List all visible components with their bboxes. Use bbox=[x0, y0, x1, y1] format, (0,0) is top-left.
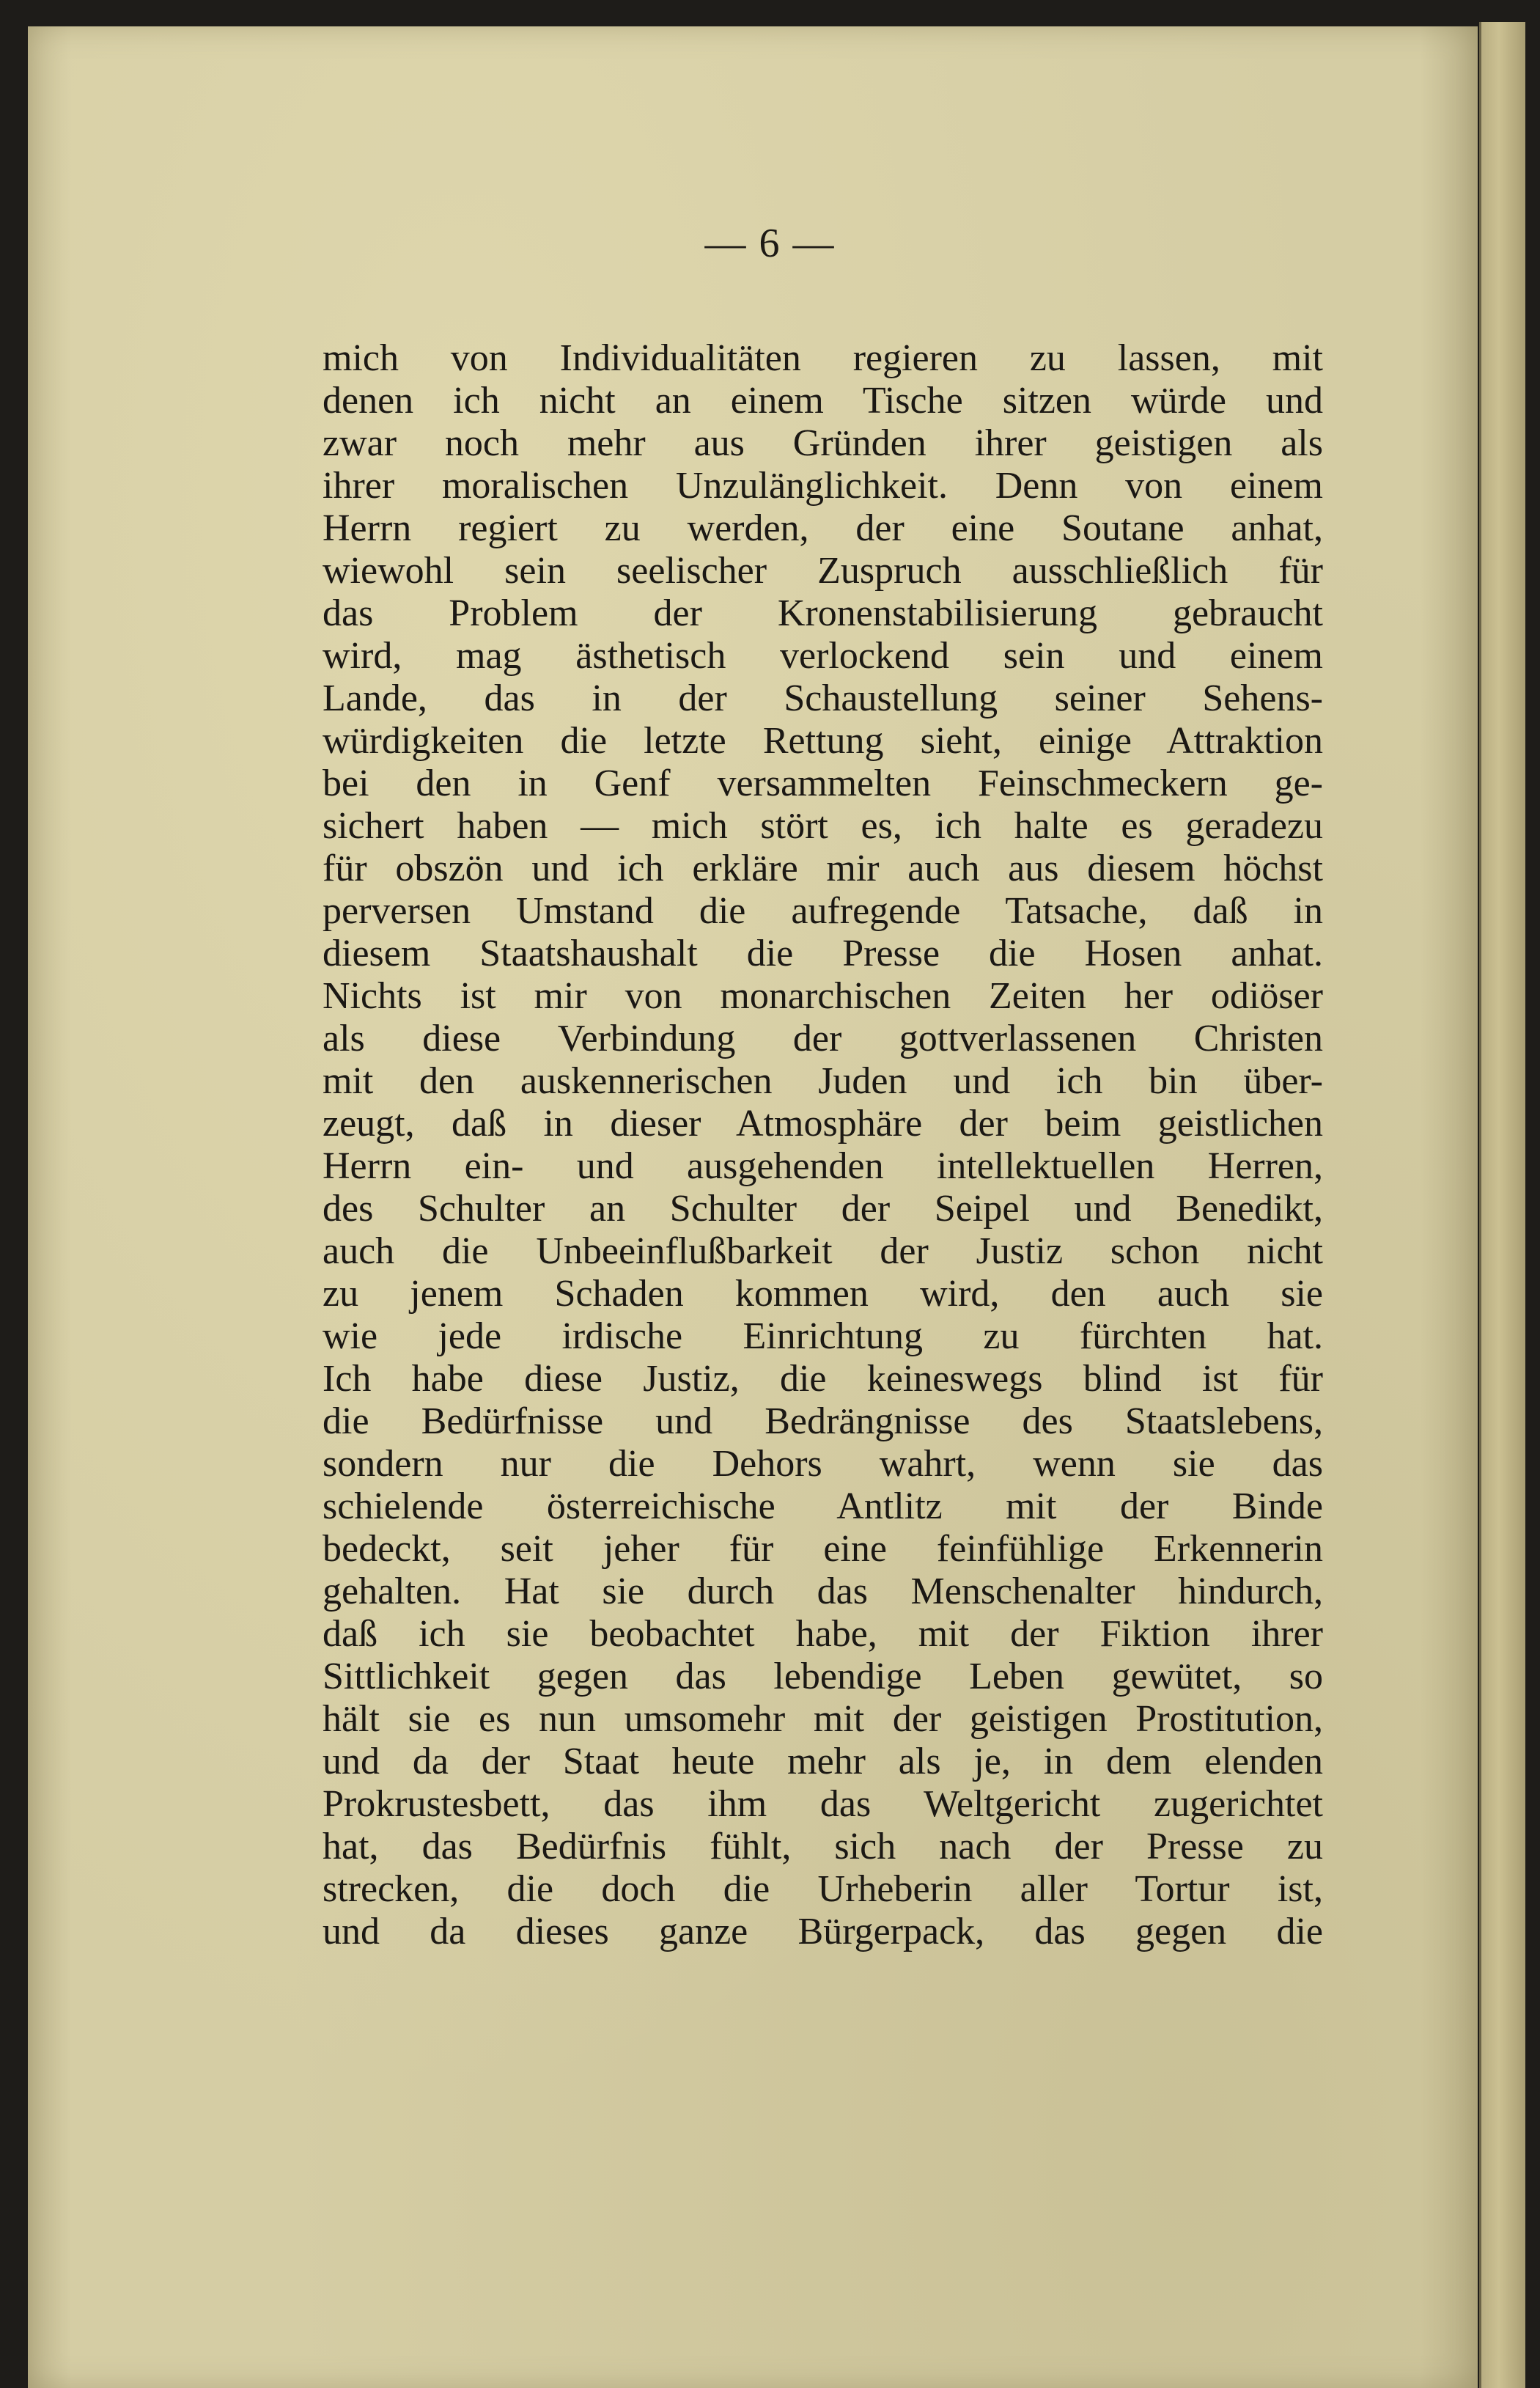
text-line: schielende österreichische Antlitz mit der Binde bbox=[323, 1485, 1323, 1527]
text-line: denen ich nicht an einem Tische sitzen würde und bbox=[323, 380, 1323, 422]
text-line: Lande, das in der Schaustellung seiner Sehens- bbox=[323, 677, 1323, 719]
text-line: und da dieses ganze Bürgerpack, das gegen die bbox=[323, 1911, 1323, 1952]
text-line: ihrer moralischen Unzulänglichkeit. Denn von einem bbox=[323, 465, 1323, 507]
text-line: Sittlichkeit gegen das lebendige Leben gewütet, so bbox=[323, 1656, 1323, 1697]
text-line: als diese Verbindung der gottverlassenen Christen bbox=[323, 1018, 1323, 1059]
text-line: Prokrustesbett, das ihm das Weltgericht zugerichtet bbox=[323, 1783, 1323, 1825]
text-line: Nichts ist mir von monarchischen Zeiten her odiöser bbox=[323, 975, 1323, 1017]
text-line: gehalten. Hat sie durch das Menschenalter hindurch, bbox=[323, 1570, 1323, 1612]
text-line: perversen Umstand die aufregende Tatsache, daß in bbox=[323, 890, 1323, 932]
page-number: — 6 — bbox=[704, 221, 836, 266]
text-line: die Bedürfnisse und Bedrängnisse des Staatslebens, bbox=[323, 1400, 1323, 1442]
text-line: auch die Unbeeinflußbarkeit der Justiz schon nicht bbox=[323, 1230, 1323, 1272]
body-text bbox=[323, 337, 1323, 1953]
text-line: sichert haben — mich stört es, ich halte es geradezu bbox=[323, 805, 1323, 847]
text-line: strecken, die doch die Urheberin aller Tortur ist, bbox=[323, 1868, 1323, 1910]
text-line: bei den in Genf versammelten Feinschmeckern ge- bbox=[323, 763, 1323, 804]
text-line: wie jede irdische Einrichtung zu fürchten hat. bbox=[323, 1315, 1323, 1357]
text-line: daß ich sie beobachtet habe, mit der Fiktion ihrer bbox=[323, 1613, 1323, 1655]
text-line: und da der Staat heute mehr als je, in dem elenden bbox=[323, 1741, 1323, 1782]
text-line: würdigkeiten die letzte Rettung sieht, einige Attraktion bbox=[323, 720, 1323, 762]
text-line: bedeckt, seit jeher für eine feinfühlige Erkennerin bbox=[323, 1528, 1323, 1570]
text-line: des Schulter an Schulter der Seipel und Benedikt, bbox=[323, 1188, 1323, 1230]
text-line: Herrn regiert zu werden, der eine Soutane anhat, bbox=[323, 507, 1323, 549]
text-line: für obszön und ich erkläre mir auch aus diesem höchst bbox=[323, 848, 1323, 889]
text-line: mit den auskennerischen Juden und ich bin über- bbox=[323, 1060, 1323, 1102]
text-line: mich von Individualitäten regieren zu lassen, mit bbox=[323, 337, 1323, 379]
text-line: wiewohl sein seelischer Zuspruch ausschließlich für bbox=[323, 550, 1323, 592]
text-line: Herrn ein- und ausgehenden intellektuellen Herren, bbox=[323, 1145, 1323, 1187]
text-line: zu jenem Schaden kommen wird, den auch sie bbox=[323, 1273, 1323, 1315]
text-line: diesem Staatshaushalt die Presse die Hosen anhat. bbox=[323, 933, 1323, 974]
text-line: hat, das Bedürfnis fühlt, sich nach der Presse zu bbox=[323, 1826, 1323, 1867]
adjacent-page-edge bbox=[1479, 22, 1525, 2388]
text-line: zeugt, daß in dieser Atmosphäre der beim geistlichen bbox=[323, 1103, 1323, 1145]
text-line: das Problem der Kronenstabilisierung gebraucht bbox=[323, 592, 1323, 634]
text-line: zwar noch mehr aus Gründen ihrer geistigen als bbox=[323, 422, 1323, 464]
text-line: sondern nur die Dehors wahrt, wenn sie das bbox=[323, 1443, 1323, 1485]
text-line: wird, mag ästhetisch verlockend sein und einem bbox=[323, 635, 1323, 677]
text-line: hält sie es nun umsomehr mit der geistigen Prostitution, bbox=[323, 1698, 1323, 1740]
text-line: Ich habe diese Justiz, die keineswegs blind ist für bbox=[323, 1358, 1323, 1400]
